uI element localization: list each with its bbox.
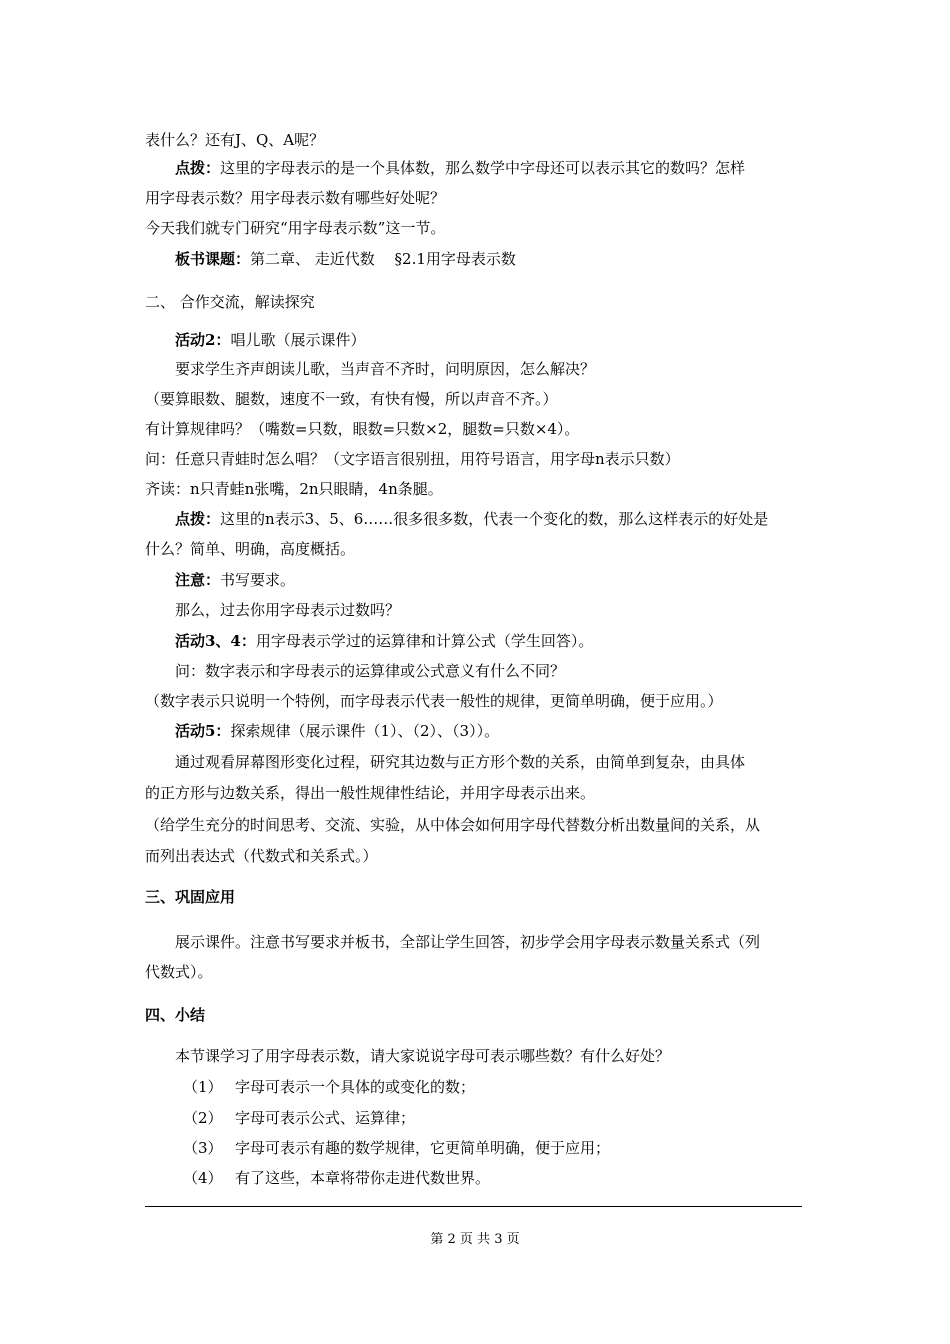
line-text: 本节课学习了用字母表示数，请大家说说字母可表示哪些数？有什么好处？: [175, 1047, 671, 1065]
summary-item-number: （1）: [183, 1078, 223, 1096]
text-line: [145, 479, 443, 499]
line-text: （给学生充分的时间思考、交流、实验，从中体会如何用字母代替数分析出数量间的关系，从: [145, 816, 761, 834]
summary-item-number: （2）: [183, 1109, 223, 1127]
line-text: 第二章、 走近代数 §2.1用字母表示数: [250, 250, 516, 268]
line-text: 那么，过去你用字母表示过数吗？: [175, 601, 401, 619]
summary-item-text: 字母可表示有趣的数学规律，它更简单明确，便于应用；: [235, 1139, 611, 1157]
line-text: 而列出表达式（代数式和关系式。）: [145, 847, 378, 865]
summary-item-text: 字母可表示公式、运算律；: [235, 1109, 416, 1127]
bold-label: 三、巩固应用: [145, 888, 236, 906]
line-text: 表什么？还有J、Q、A呢？: [145, 131, 325, 149]
line-text: 展示课件。注意书写要求并板书，全部让学生回答，初步学会用字母表示数量关系式（列: [175, 933, 761, 951]
line-text: 用字母表示数？用字母表示数有哪些好处呢？: [145, 189, 446, 207]
summary-item-number: （4）: [183, 1169, 223, 1187]
text-line: [145, 419, 579, 439]
bold-label: 注意：: [175, 571, 221, 589]
text-line: [175, 932, 760, 952]
text-line: [145, 846, 378, 866]
line-text: 要求学生齐声朗读儿歌，当声音不齐时，问明原因，怎么解决？: [175, 360, 596, 378]
summary-item-number: （3）: [183, 1139, 223, 1157]
text-line: [145, 691, 723, 711]
text-line: [175, 631, 593, 651]
line-text: 代数式）。: [145, 963, 213, 981]
text-line: [145, 449, 680, 469]
text-line: [145, 539, 355, 559]
line-text: 齐读：n只青蛙n张嘴，2n只眼睛，4n条腿。: [145, 480, 443, 498]
text-line: [175, 158, 745, 178]
text-line: [175, 570, 295, 590]
line-text: （要算眼数、腿数，速度不一致，有快有慢，所以声音不齐。）: [145, 390, 558, 408]
line-text: （数字表示只说明一个特例，而字母表示代表一般性的规律，更简单明确，便于应用。）: [145, 692, 723, 710]
text-line: [145, 1005, 205, 1025]
line-text: 探索规律（展示课件（1）、（2）、（3））。: [230, 722, 500, 740]
line-text: 问：任意只青蛙时怎么唱？（文字语言很别扭，用符号语言，用字母n表示只数）: [145, 450, 680, 468]
text-line: [145, 815, 760, 835]
text-line: [175, 330, 365, 350]
line-text: 今天我们就专门研究“用字母表示数”这一节。: [145, 219, 446, 237]
line-text: 的正方形与边数关系，得出一般性规律性结论，并用字母表示出来。: [145, 784, 596, 802]
text-line: [175, 661, 565, 681]
bold-label: 活动3、4：: [175, 632, 256, 650]
line-text: 书写要求。: [220, 571, 296, 589]
text-line: [145, 218, 445, 238]
text-line: [145, 887, 235, 907]
summary-item-text: 字母可表示一个具体的或变化的数；: [235, 1078, 476, 1096]
text-line: [145, 292, 315, 312]
text-line: [175, 249, 516, 269]
text-line: [145, 783, 595, 803]
text-line: [145, 188, 445, 208]
line-text: 什么？简单、明确，高度概括。: [145, 540, 356, 558]
line-text: 通过观看屏幕图形变化过程，研究其边数与正方形个数的关系，由简单到复杂，由具体: [175, 753, 746, 771]
bold-label: 点拨：: [175, 159, 221, 177]
line-text: 这里的n表示3、5、6……很多很多数，代表一个变化的数，那么这样表示的好处是: [220, 510, 769, 528]
line-text: 这里的字母表示的是一个具体数，那么数学中字母还可以表示其它的数吗？怎样: [220, 159, 746, 177]
line-text: 唱儿歌（展示课件）: [230, 331, 366, 349]
page-footer: 第 2 页 共 3 页: [430, 1232, 520, 1247]
line-text: 有计算规律吗？（嘴数=只数，眼数=只数×2，腿数=只数×4）。: [145, 420, 580, 438]
line-text: 二、 合作交流，解读探究: [145, 293, 315, 311]
text-line: [175, 509, 768, 529]
bold-label: 四、小结: [145, 1006, 206, 1024]
line-text: 用字母表示学过的运算律和计算公式（学生回答）。: [255, 632, 594, 650]
text-line: [145, 389, 558, 409]
text-line: [145, 130, 324, 150]
bold-label: 活动5：: [175, 722, 231, 740]
summary-item-text: 有了这些，本章将带你走进代数世界。: [235, 1169, 491, 1187]
text-line: [175, 752, 745, 772]
bold-label: 点拨：: [175, 510, 221, 528]
text-line: [145, 962, 213, 982]
text-line: [175, 1046, 670, 1066]
text-line: [175, 600, 400, 620]
bold-label: 活动2：: [175, 331, 231, 349]
footer-divider: [145, 1206, 802, 1207]
bold-label: 板书课题：: [175, 250, 251, 268]
text-line: [175, 721, 499, 741]
line-text: 问：数字表示和字母表示的运算律或公式意义有什么不同？: [175, 662, 566, 680]
text-line: [175, 359, 595, 379]
